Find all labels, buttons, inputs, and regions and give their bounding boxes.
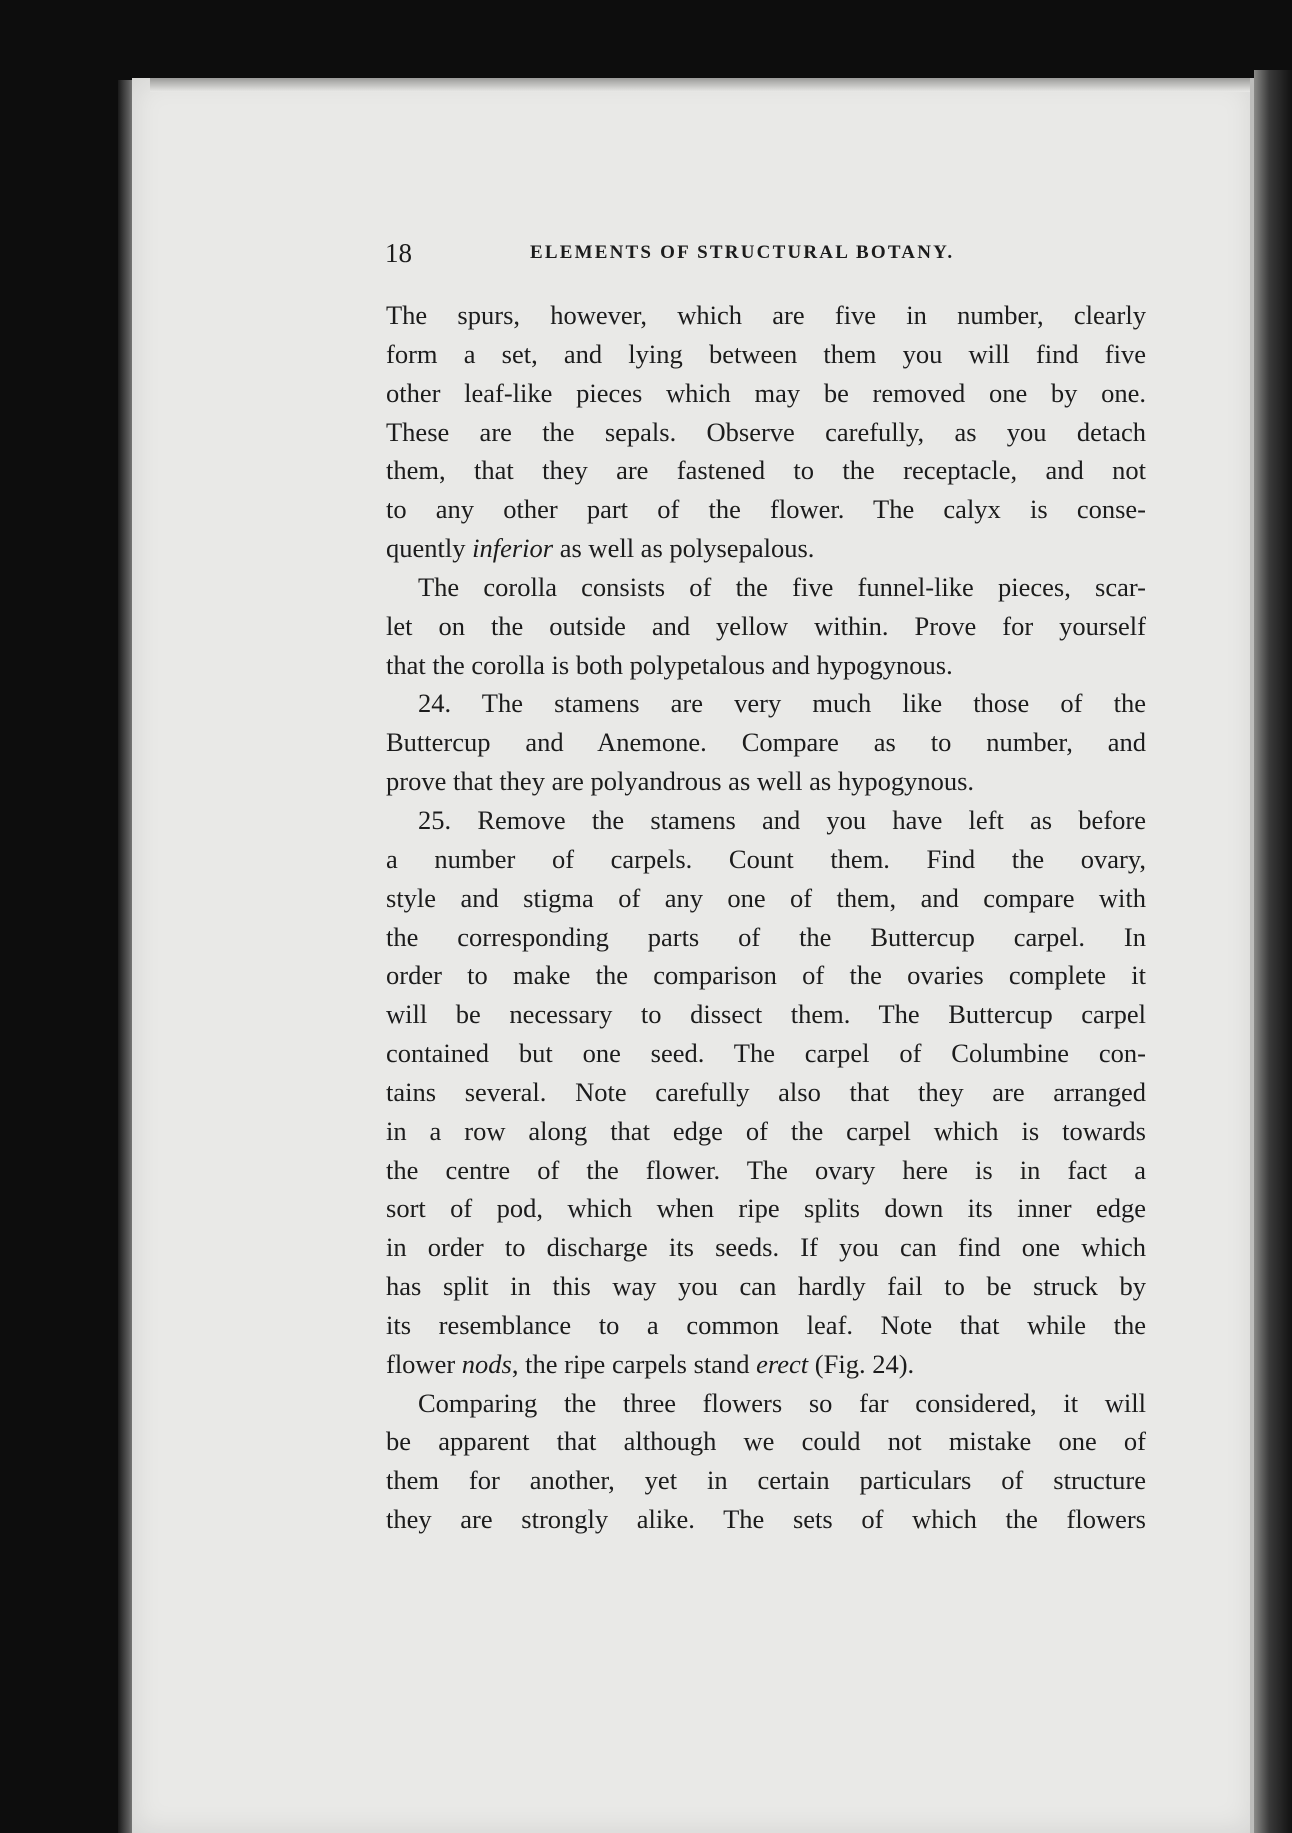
text-line: them, that they are fastened to the receptacle, and not (386, 455, 1146, 486)
text-line: in a row along that edge of the carpel which is towards (386, 1115, 1146, 1146)
text-line: prove that they are polyandrous as well as hypogynous. (386, 766, 975, 797)
text-line: style and stigma of any one of them, and compare with (386, 882, 1146, 913)
page-right-edge (1254, 70, 1292, 1833)
text-line: them for another, yet in certain particulars of structure (386, 1465, 1146, 1496)
text-line: that the corolla is both polypetalous and hypogynous. (386, 649, 953, 680)
text-line: These are the sepals. Observe carefully, as you detach (386, 416, 1146, 447)
page-number: 18 (385, 238, 412, 268)
text-line: has split in this way you can hardly fail to be struck by (386, 1271, 1146, 1302)
italic-term: erect (756, 1348, 809, 1379)
text-line: its resemblance to a common leaf. Note that while the (386, 1309, 1146, 1340)
text-line: quently inferior as well as polysepalous. (386, 533, 815, 564)
text-line: The corolla consists of the five funnel-like pieces, scar- (418, 571, 1146, 602)
text-line: flower nods, the ripe carpels stand erect (Fig. 24). (386, 1348, 915, 1379)
italic-term: inferior (472, 533, 554, 564)
text-line: contained but one seed. The carpel of Columbine con- (386, 1038, 1146, 1069)
text-line: to any other part of the flower. The calyx is conse- (386, 494, 1146, 525)
running-title: ELEMENTS OF STRUCTURAL BOTANY. (530, 242, 955, 263)
text-line: sort of pod, which when ripe splits down its inner edge (386, 1193, 1146, 1224)
text-line: other leaf-like pieces which may be removed one by one. (386, 377, 1146, 408)
running-head (385, 238, 1005, 272)
text-line: tains several. Note carefully also that they are arranged (386, 1076, 1146, 1107)
text-line: 25. Remove the stamens and you have left as before (418, 804, 1146, 835)
page-top-shadow (150, 78, 1250, 92)
text-line: form a set, and lying between them you will find five (386, 338, 1146, 369)
text-line: a number of carpels. Count them. Find the ovary, (386, 843, 1146, 874)
text-line: be apparent that although we could not mistake one of (386, 1426, 1146, 1457)
text-line: in order to discharge its seeds. If you can find one which (386, 1232, 1146, 1263)
text-line: 24. The stamens are very much like those of the (418, 688, 1146, 719)
text-line: order to make the comparison of the ovaries complete it (386, 960, 1146, 991)
text-line: let on the outside and yellow within. Prove for yourself (386, 610, 1146, 641)
text-line: Comparing the three flowers so far considered, it will (418, 1387, 1146, 1418)
text-line: they are strongly alike. The sets of which the flowers (386, 1504, 1146, 1535)
italic-term: nods (461, 1348, 512, 1379)
text-line: the corresponding parts of the Buttercup carpel. In (386, 921, 1146, 952)
text-line: The spurs, however, which are five in number, clearly (386, 300, 1146, 330)
text-line: the centre of the flower. The ovary here is in fact a (386, 1154, 1146, 1185)
body-text (386, 296, 1146, 1539)
text-line: will be necessary to dissect them. The Buttercup carpel (386, 999, 1146, 1030)
text-line: Buttercup and Anemone. Compare as to number, and (386, 727, 1146, 758)
